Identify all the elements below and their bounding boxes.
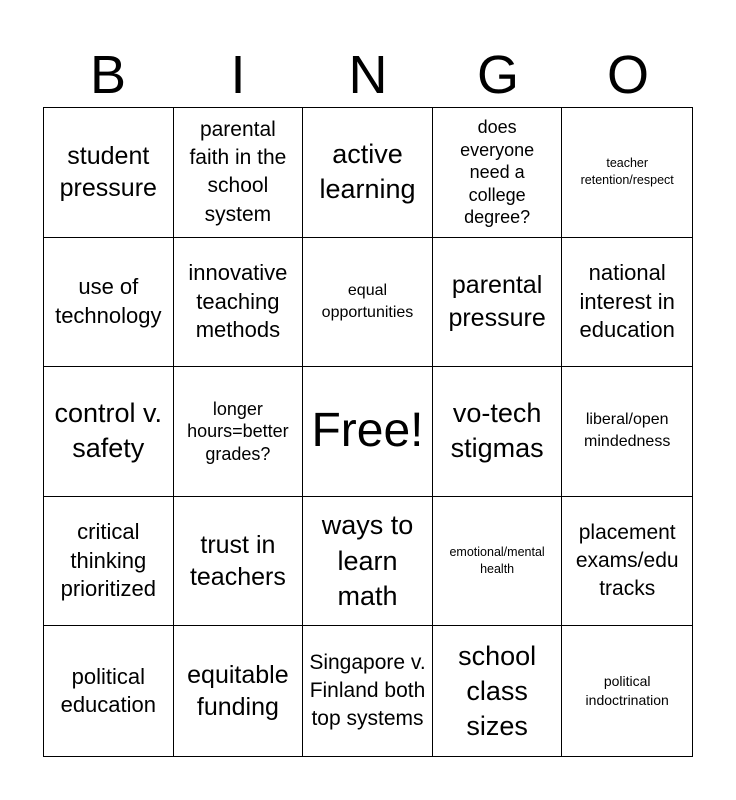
bingo-cell[interactable]: ways to learn math <box>303 497 433 627</box>
bingo-cell[interactable]: does everyone need a college degree? <box>433 108 563 238</box>
bingo-cell[interactable]: school class sizes <box>433 626 563 756</box>
bingo-cell[interactable]: teacher retention/respect <box>562 108 692 238</box>
header-letter-i: I <box>230 45 246 105</box>
bingo-cell[interactable]: active learning <box>303 108 433 238</box>
bingo-grid <box>43 107 693 757</box>
bingo-cell[interactable]: innovative teaching methods <box>174 238 304 368</box>
bingo-cell[interactable]: liberal/open mindedness <box>562 367 692 497</box>
bingo-cell[interactable]: critical thinking prioritized <box>44 497 174 627</box>
bingo-cell[interactable]: placement exams/edu tracks <box>562 497 692 627</box>
bingo-cell[interactable]: national interest in education <box>562 238 692 368</box>
bingo-cell[interactable]: vo-tech stigmas <box>433 367 563 497</box>
bingo-cell[interactable]: trust in teachers <box>174 497 304 627</box>
header-letter-n: N <box>348 45 388 105</box>
bingo-cell[interactable]: political indoctrination <box>585 673 669 709</box>
bingo-cell[interactable]: equal opportunities <box>303 238 433 368</box>
bingo-cell[interactable]: student pressure <box>44 108 174 238</box>
header-letter-b: B <box>89 45 127 105</box>
header-letter-g: G <box>476 45 519 105</box>
bingo-cell[interactable]: longer hours=better grades? <box>174 367 304 497</box>
header-letter-o: O <box>606 45 649 105</box>
bingo-cell[interactable]: emotional/mental health <box>433 497 563 627</box>
free-space-cell[interactable]: Free! <box>303 367 433 497</box>
bingo-header <box>43 44 693 106</box>
bingo-cell[interactable]: Singapore v. Finland both top systems <box>303 626 433 756</box>
bingo-cell[interactable]: control v. safety <box>44 367 174 497</box>
bingo-cell[interactable]: equitable funding <box>174 626 304 756</box>
bingo-cell[interactable]: political education <box>44 626 174 756</box>
bingo-cell[interactable]: parental pressure <box>433 238 563 368</box>
bingo-cell[interactable]: use of technology <box>44 238 174 368</box>
bingo-cell[interactable]: parental faith in the school system <box>174 108 304 238</box>
